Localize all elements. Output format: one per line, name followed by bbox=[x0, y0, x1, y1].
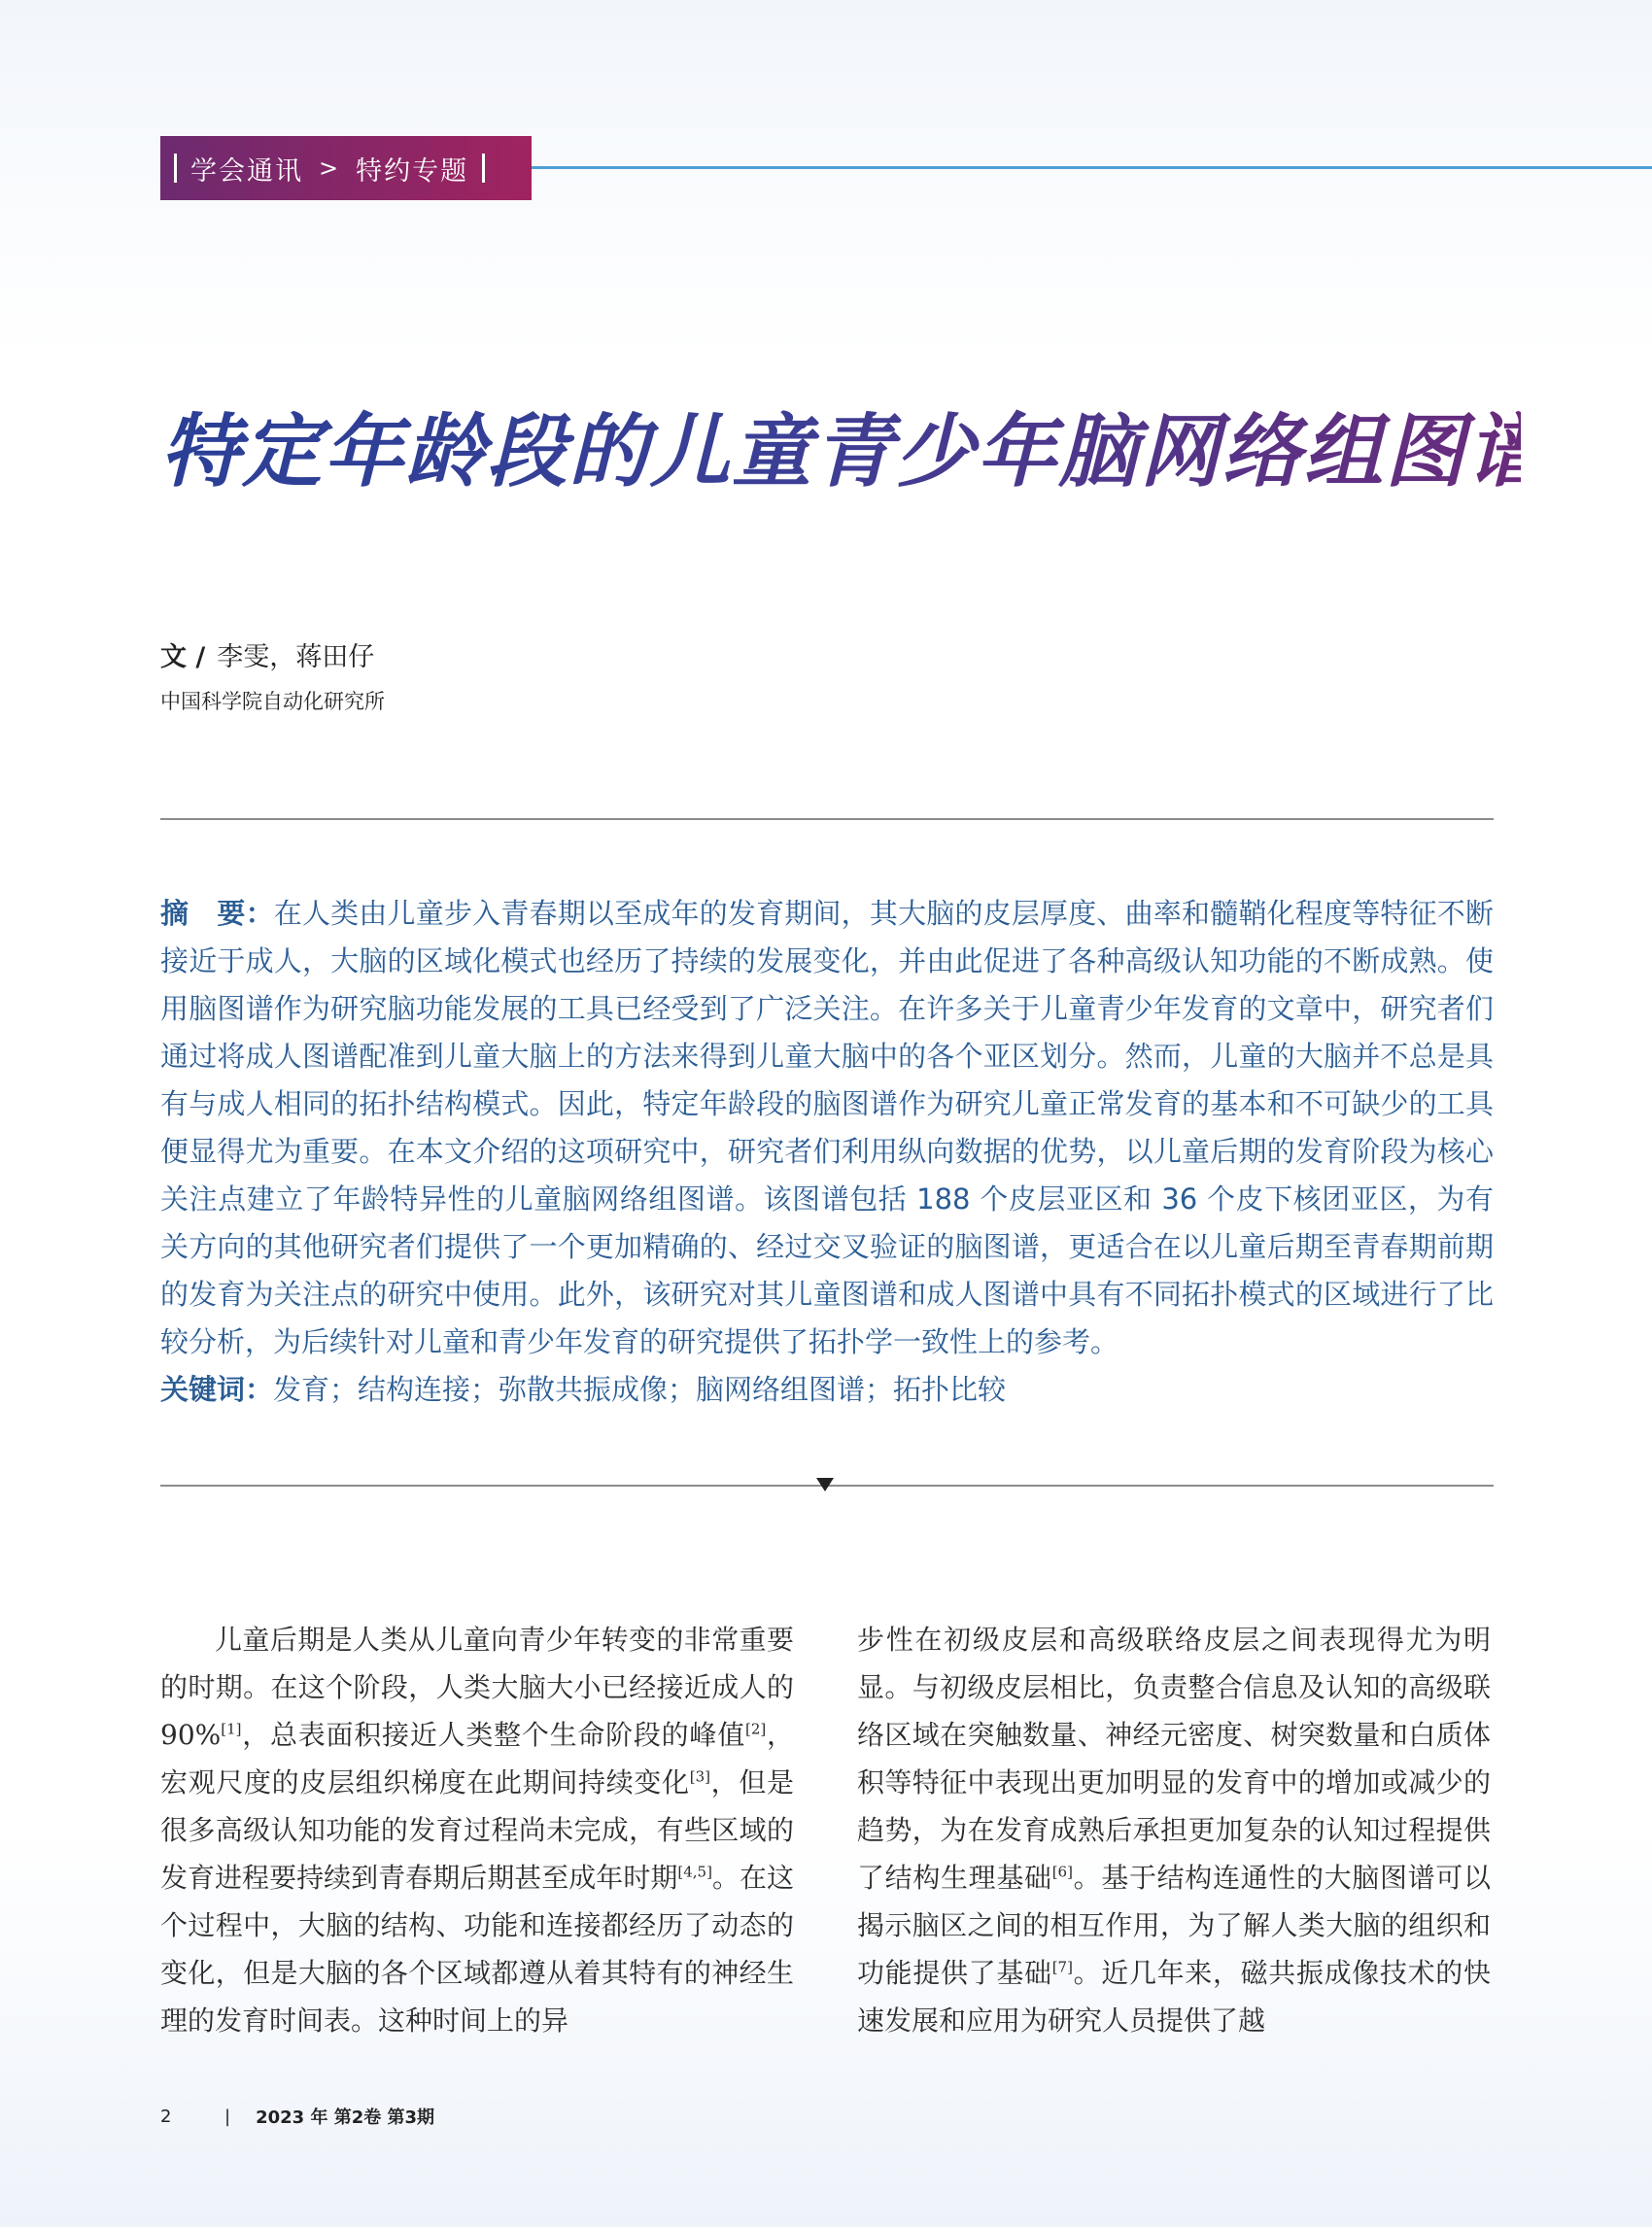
body-text: ，总表面积接近人类整个生命阶段的峰值 bbox=[241, 1719, 745, 1751]
tag-bar-right bbox=[482, 154, 485, 183]
tag-bar-left bbox=[174, 154, 177, 183]
body-text: 步性在初级皮层和高级联络皮层之间表现得尤为明显。与初级皮层相比，负责整合信息及认知的高级联络区域在突触数量、神经元密度、树突数量和白质体积等特征中表现出更加明显的发育中的增加或减少的趋势，为在发育成熟后承担更加复杂的认知过程提供了结构生理基础 bbox=[857, 1624, 1491, 1894]
body-text: 。基于结构连通性的大脑图谱可以揭示脑区之间的相互作用，为了解人类大脑的组织和功能提供了基础 bbox=[857, 1862, 1491, 1989]
subsection-label: 特约专题 bbox=[356, 155, 469, 187]
abstract-text: 在人类由儿童步入青春期以至成年的发育期间，其大脑的皮层厚度、曲率和髓鞘化程度等特征不断接近于成人，大脑的区域化模式也经历了持续的发展变化，并由此促进了各种高级认知功能的不断成熟。使用脑图谱作为研究脑功能发展的工具已经受到了广泛关注。在许多关于儿童青少年发育的文章中，研究者们通过将成人图谱配准到儿童大脑上的方法来得到儿童大脑中的各个亚区划分。然而，儿童的大脑并不总是具有与成人相同的拓扑结构模式。因此，特定年龄段的脑图谱作为研究儿童正常发育的基本和不可缺少的工具便显得尤为重要。在本文介绍的这项研究中，研究者们利用纵向数据的优势，以儿童后期的发育阶段为核心关注点建立了年龄特异性的儿童脑网络组图谱。该图谱包括 188 个皮层亚区和 36 个皮下核团亚区，为有关方向的其他研究者们提供了一个更加精确的、经过交叉验证的脑图谱，更适合在以儿童后期至青春期前期的发育为关注点的研究中使用。此外，该研究对其儿童图谱和成人图谱中具有不同拓扑模式的区域进行了比较分析，为后续针对儿童和青少年发育的研究提供了拓扑学一致性上的参考。 bbox=[160, 897, 1494, 1358]
keywords-label: 关键词： bbox=[160, 1373, 274, 1406]
body-text: 。在这个过程中，大脑的结构、功能和连接都经历了动态的变化，但是大脑的各个区域都遵从着其特有的神经生理的发育时间表。这种时间上的异 bbox=[160, 1862, 794, 2037]
body-text: 。近几年来，磁共振成像技术的快速发展和应用为研究人员提供了越 bbox=[857, 1957, 1491, 2037]
body-column-left bbox=[160, 1616, 794, 2044]
divider-top bbox=[160, 818, 1494, 820]
section-label: 学会通讯 bbox=[190, 155, 303, 187]
issue-info: 2023 年 第2卷 第3期 bbox=[256, 2107, 435, 2128]
affiliation: 中国科学院自动化研究所 bbox=[160, 690, 385, 713]
citation: [1] bbox=[221, 1720, 242, 1738]
citation: [6] bbox=[1051, 1863, 1073, 1881]
citation: [2] bbox=[744, 1720, 767, 1738]
byline-label: 文 / bbox=[160, 642, 206, 672]
abstract bbox=[160, 890, 1494, 1366]
citation: [7] bbox=[1051, 1958, 1073, 1976]
keywords bbox=[160, 1366, 1494, 1414]
abstract-label: 摘 要： bbox=[160, 897, 274, 930]
body-text: ，宏观尺度的皮层组织梯度在此期间持续变化 bbox=[160, 1719, 794, 1799]
body-column-right bbox=[857, 1616, 1491, 2044]
byline bbox=[160, 635, 374, 673]
section-tag bbox=[160, 136, 532, 200]
body-text: ，但是很多高级认知功能的发育过程尚未完成，有些区域的发育进程要持续到青春期后期甚至成年时期 bbox=[160, 1766, 794, 1894]
triangle-marker-icon bbox=[816, 1478, 834, 1491]
citation: [4,5] bbox=[677, 1863, 712, 1881]
breadcrumb-separator: > bbox=[319, 154, 341, 182]
article-title: 特定年龄段的儿童青少年脑网络组图谱 bbox=[160, 389, 1521, 502]
authors: 李雯，蒋田仔 bbox=[217, 642, 375, 672]
citation: [3] bbox=[689, 1767, 710, 1786]
keywords-text: 发育；结构连接；弥散共振成像；脑网络组图谱；拓扑比较 bbox=[273, 1373, 1007, 1406]
page-number: 2 bbox=[160, 2106, 172, 2127]
page-footer bbox=[160, 2104, 434, 2129]
body-text: 儿童后期是人类从儿童向青少年转变的非常重要的时期。在这个阶段，人类大脑大小已经接近成人的 90% bbox=[160, 1624, 794, 1751]
footer-divider: | bbox=[224, 2106, 231, 2127]
header-rule bbox=[532, 166, 1652, 169]
